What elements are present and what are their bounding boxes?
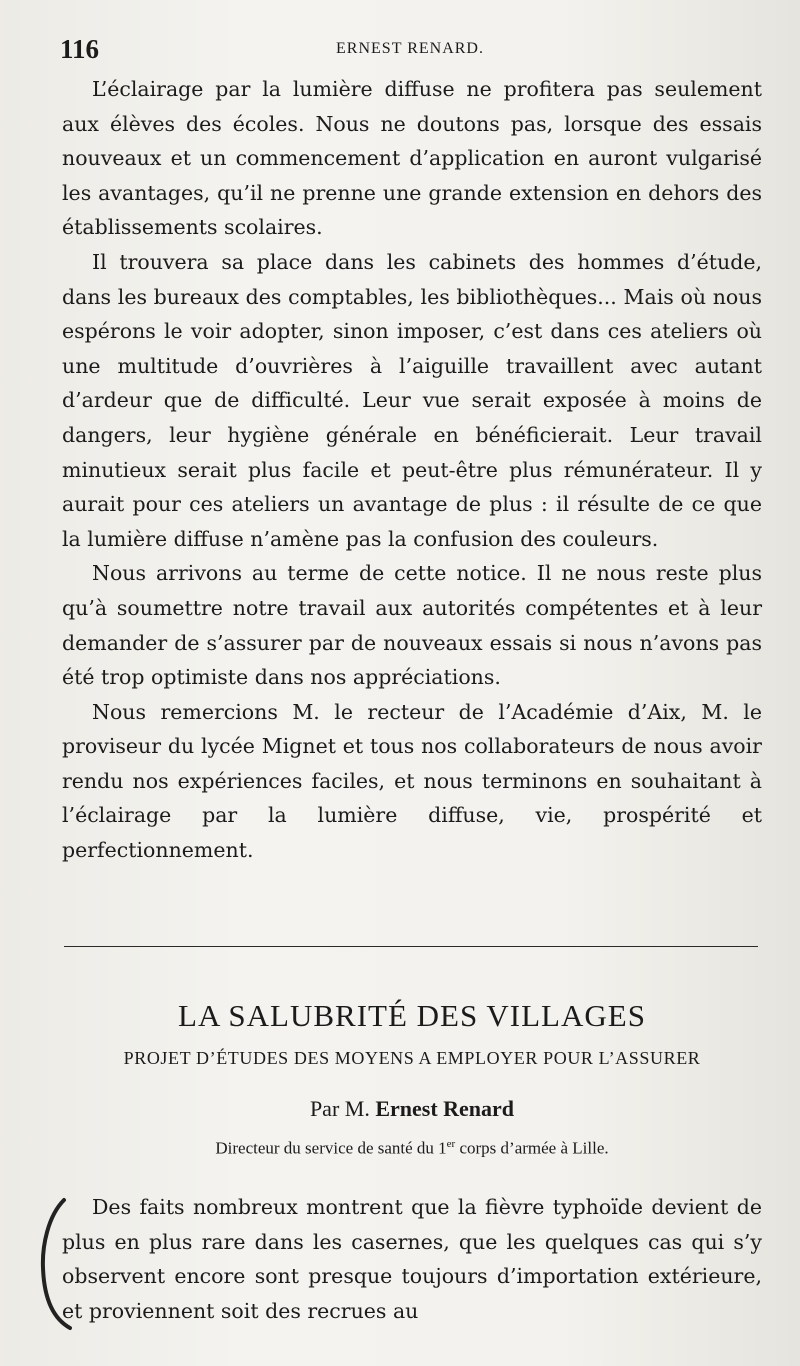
article-body <box>62 1190 762 1328</box>
affiliation-text: Directeur du service de santé du 1 <box>215 1138 447 1158</box>
paragraph-2: Il trouvera sa place dans les cabinets des hommes d’étude, dans les bureaux des comptables, les bibliothèques... Mais où nous espérons le voir adopter, sinon imposer, c’est dans ces ateliers où une multitude d’ouvrières à l’aiguille travaillent avec autant d’ardeur que de difficulté. Leur vue serait exposée à moins de dangers, leur hygiène générale en bénéficierait. Leur travail minutieux serait plus facile et peut-être plus rémunérateur. Il y aurait pour ces ateliers un avantage de plus : il résulte de ce que la lumière diffuse n’amène pas la confusion des couleurs. <box>62 249 762 551</box>
page-number: 116 <box>60 34 100 64</box>
section-divider <box>64 946 758 947</box>
paragraph-3: Nous arrivons au terme de cette notice. Il ne nous reste plus qu’à soumettre notre travail aux autorités compétentes et à leur demander de s’assurer par de nouveaux essais si nous n’avons pas été trop optimiste dans nos appréciations. <box>62 561 762 690</box>
affiliation-text-end: corps d’armée à Lille. <box>455 1138 609 1158</box>
article-subtitle: PROJET D’ÉTUDES DES MOYENS A EMPLOYER POUR L’ASSURER <box>123 1048 701 1068</box>
byline <box>62 1096 762 1122</box>
paragraph-1: L’éclairage par la lumière diffuse ne profitera pas seulement aux élèves des écoles. Nous ne doutons pas, lorsque des essais nouveaux et un commencement d’application en auront vulgarisé les avantages, qu’il ne prenne une grande extension en dehors des établissements scolaires. <box>62 77 762 240</box>
body-text <box>62 72 762 868</box>
affiliation-superscript: er <box>446 1138 456 1150</box>
byline-prefix: Par M. <box>309 1096 370 1121</box>
author-affiliation <box>62 1138 762 1159</box>
paragraph-4: Nous remercions M. le recteur de l’Académie d’Aix, M. le proviseur du lycée Mignet et tous nos collaborateurs de nous avoir rendu nos expériences faciles, et nous terminons en souhaitant à l’éclairage par la lumière diffuse, vie, prospérité et perfectionnement. <box>62 699 762 863</box>
author-name: Ernest Renard <box>375 1096 515 1121</box>
article-title: LA SALUBRITÉ DES VILLAGES <box>178 998 646 1033</box>
article-paragraph-1: Des faits nombreux montrent que la fièvre typhoïde devient de plus en plus rare dans les casernes, que les quelques cas qui s’y observent encore sont presque toujours d’importation extérieure, et proviennent soit des recrues au <box>62 1195 762 1323</box>
running-head: ERNEST RENARD. <box>336 40 484 57</box>
page-header <box>60 34 760 64</box>
